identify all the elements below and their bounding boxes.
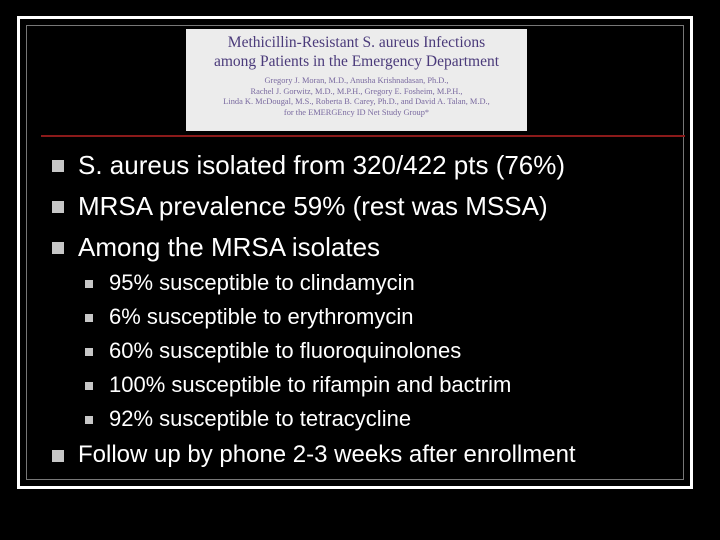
bullet-text: 95% susceptible to clindamycin — [109, 270, 415, 295]
sub-bullet-item — [109, 304, 413, 330]
square-bullet-icon — [85, 280, 93, 288]
bullet-text: 6% susceptible to erythromycin — [109, 304, 414, 329]
square-bullet-icon — [52, 160, 64, 172]
author-line: Rachel J. Gorwitz, M.D., M.P.H., Gregory E. Fosheim, M.P.H., — [250, 86, 463, 96]
article-header-image — [186, 29, 527, 131]
article-authors — [186, 76, 527, 118]
sub-bullet-item — [109, 406, 411, 432]
bullet-item — [78, 191, 548, 221]
square-bullet-icon — [52, 450, 64, 462]
article-title — [186, 33, 527, 71]
bullet-item — [78, 232, 380, 262]
article-title-line2: among Patients in the Emergency Department — [213, 53, 500, 70]
bullet-item — [78, 442, 576, 468]
bullet-text: 60% susceptible to fluoroquinolones — [109, 338, 462, 363]
author-line: Linda K. McDougal, M.S., Roberta B. Carey, Ph.D., and David A. Talan, M.D., — [223, 97, 490, 107]
bullet-text: 92% susceptible to tetracycline — [109, 406, 412, 431]
author-line: for the EMERGEncy ID Net Study Group* — [283, 107, 430, 117]
sub-bullet-item — [109, 270, 415, 296]
bullet-text: MRSA prevalence 59% (rest was MSSA) — [78, 191, 548, 221]
bullet-item — [78, 150, 565, 180]
bullet-text: S. aureus isolated from 320/422 pts (76%) — [78, 150, 566, 180]
square-bullet-icon — [85, 348, 93, 356]
square-bullet-icon — [52, 201, 64, 213]
sub-bullet-item — [109, 338, 461, 364]
square-bullet-icon — [52, 242, 64, 254]
article-title-line1: Methicillin-Resistant S. aureus Infections — [227, 34, 486, 51]
author-line: Gregory J. Moran, M.D., Anusha Krishnadasan, Ph.D., — [264, 76, 449, 85]
bullet-text: Among the MRSA isolates — [78, 232, 381, 262]
bullet-text: 100% susceptible to rifampin and bactrim — [109, 372, 512, 397]
title-divider-rule — [41, 135, 685, 137]
bullet-text: Follow up by phone 2-3 weeks after enrollment — [78, 441, 576, 468]
square-bullet-icon — [85, 314, 93, 322]
square-bullet-icon — [85, 416, 93, 424]
sub-bullet-item — [109, 372, 511, 398]
square-bullet-icon — [85, 382, 93, 390]
